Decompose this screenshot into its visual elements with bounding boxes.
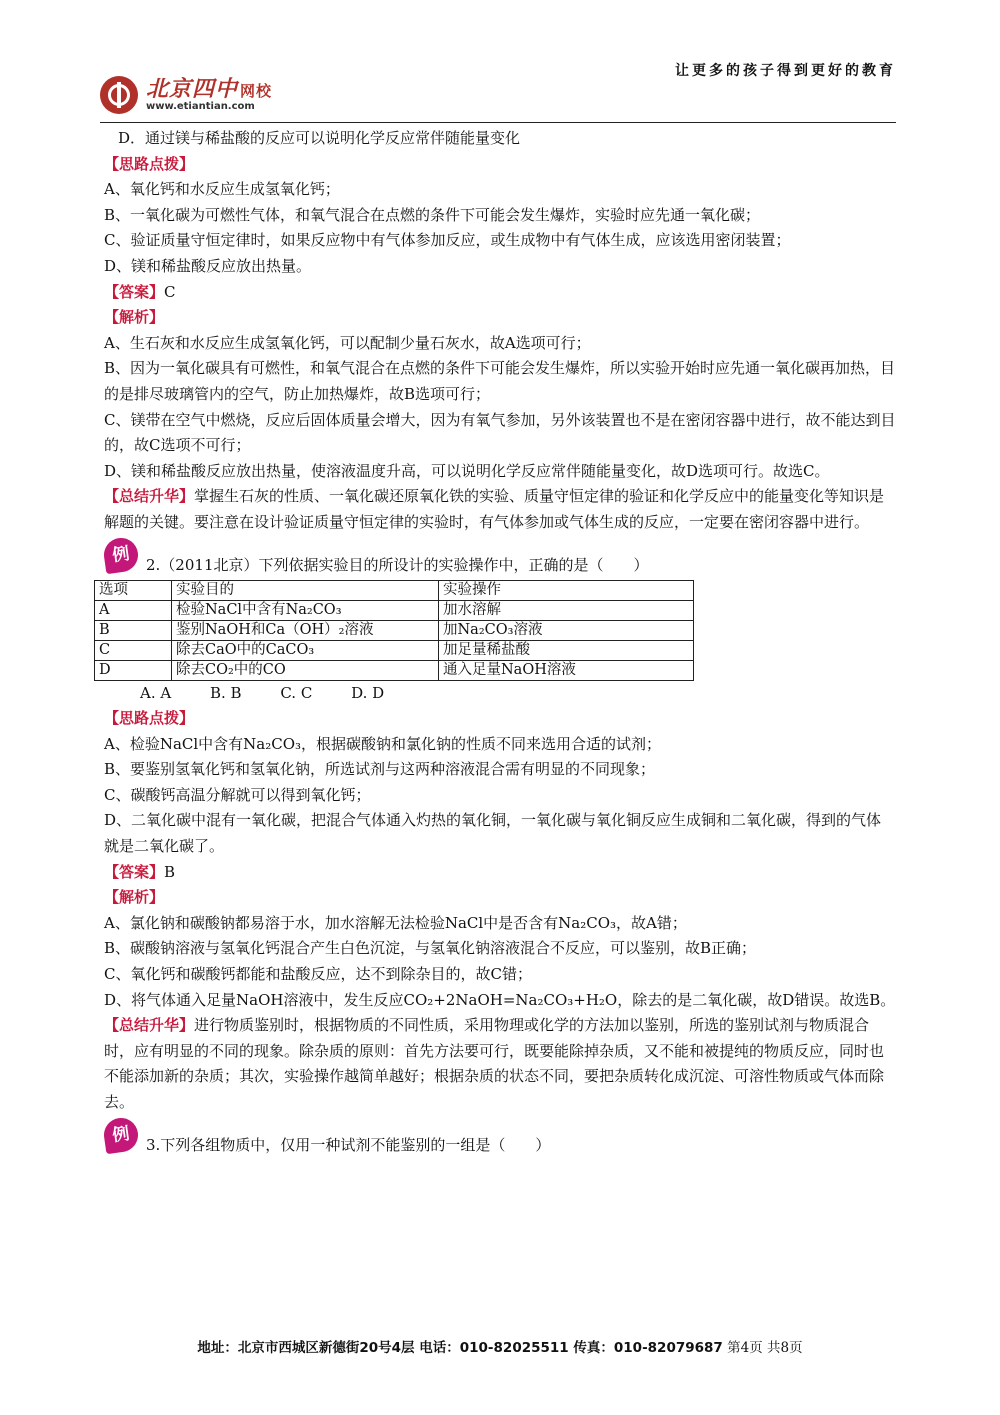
logo-url: www.etiantian.com xyxy=(146,101,255,112)
ex1-analysis-c: C、镁带在空气中燃烧，反应后固体质量会增大，因为有氧气参加，另外该装置也不是在密闭容器中进行，故不能达到目的，故C选项不可行； xyxy=(104,410,896,455)
table-cell: 检验NaCl中含有Na₂CO₃ xyxy=(172,600,439,620)
ex1-hint-tag: 【思路点拨】 xyxy=(104,154,195,173)
ex2-hint-c: C、碳酸钙高温分解就可以得到氧化钙； xyxy=(104,785,371,804)
ex1-option-d: D．通过镁与稀盐酸的反应可以说明化学反应常伴随能量变化 xyxy=(118,129,521,147)
ex1-summary xyxy=(104,484,896,535)
header-divider xyxy=(100,122,896,123)
ex2-hint-d: D、二氧化碳中混有一氧化碳，把混合气体通入灼热的氧化铜，一氧化碳与氧化铜反应生成铜和二氧化碳，得到的气体就是二氧化碳了。 xyxy=(104,811,882,856)
table-row xyxy=(95,640,694,660)
ex2-summary-text: 进行物质鉴别时，根据物质的不同性质，采用物理或化学的方法加以鉴别，所选的鉴别试剂与物质混合时，应有明显的不同的现象。除杂质的原则：首先方法要可行，既要能除掉杂质，又不能和被提纯的物质反应，同时也不能添加新的杂质；其次，实验操作越简单越好；根据杂质的状态不同，要把杂质转化成沉淀、可溶性物质或气体而除去。 xyxy=(104,1016,885,1111)
ex3-question-line xyxy=(104,1116,896,1160)
ex1-analysis-b: B、因为一氧化碳具有可燃性，和氧气混合在点燃的条件下可能会发生爆炸，所以实验开始时应先通一氧化碳再加热，目的是排尽玻璃管内的空气，防止加热爆炸，故B选项可行； xyxy=(104,359,896,403)
table-row xyxy=(95,600,694,620)
option-a: A. A xyxy=(140,683,172,702)
table-cell: C xyxy=(95,640,172,660)
table-cell: D xyxy=(95,660,172,680)
ex2-question-line xyxy=(104,536,896,580)
ex2-answer: B xyxy=(164,862,176,881)
school-logo xyxy=(100,76,272,114)
ex2-summary-tag: 【总结升华】 xyxy=(104,1016,195,1035)
table-header-cell: 选项 xyxy=(95,580,172,600)
option-d: D. D xyxy=(351,683,385,702)
table-header-cell: 实验操作 xyxy=(439,580,694,600)
ex1-answer: C xyxy=(164,282,176,301)
ex3-question: 3.下列各组物质中，仅用一种试剂不能鉴别的一组是（ ） xyxy=(146,1135,551,1154)
ex1-hint-d: D、镁和稀盐酸反应放出热量。 xyxy=(104,256,312,275)
page-content xyxy=(99,126,896,1160)
experiment-table xyxy=(94,580,694,681)
ex2-answer-line xyxy=(104,860,896,886)
ex1-analysis-tag: 【解析】 xyxy=(104,308,165,327)
header-slogan: 让更多的孩子得到更好的教育 xyxy=(675,63,896,79)
ex1-answer-line xyxy=(104,280,896,306)
table-cell: B xyxy=(95,620,172,640)
ex2-options xyxy=(104,681,896,707)
ex2-question: 2.（2011北京）下列依据实验目的所设计的实验操作中，正确的是（ ） xyxy=(146,555,649,574)
ex2-analysis-tag: 【解析】 xyxy=(104,888,165,907)
table-row xyxy=(95,620,694,640)
ex1-hint-c: C、验证质量守恒定律时，如果反应物中有气体参加反应，或生成物中有气体生成，应该选用密闭装置； xyxy=(104,231,791,250)
table-cell: 除去CO₂中的CO xyxy=(172,660,439,680)
ex1-summary-text: 掌握生石灰的性质、一氧化碳还原氧化铁的实验、质量守恒定律的验证和化学反应中的能量变化等知识是解题的关键。要注意在设计验证质量守恒定律的实验时，有气体参加或气体生成的反应，一定要在密闭容器中进行。 xyxy=(104,487,885,531)
logo-name: 北京四中 xyxy=(146,76,239,102)
option-c: C. C xyxy=(280,683,313,702)
ex1-analysis-a: A、生石灰和水反应生成氢氧化钙，可以配制少量石灰水，故A选项可行； xyxy=(104,333,591,352)
ex2-answer-tag: 【答案】 xyxy=(104,862,165,881)
page-footer xyxy=(0,1336,1000,1356)
ex1-hint-b: B、一氧化碳为可燃性气体，和氧气混合在点燃的条件下可能会发生爆炸，实验时应先通一氧化碳； xyxy=(104,205,761,224)
table-cell: 鉴别NaOH和Ca（OH）₂溶液 xyxy=(172,620,439,640)
ex2-analysis-b: B、碳酸钠溶液与氢氧化钙混合产生白色沉淀，与氢氧化钠溶液混合不反应，可以鉴别，故B正确； xyxy=(104,939,757,958)
option-b: B. B xyxy=(209,683,242,702)
ex2-hint-a: A、检验NaCl中含有Na₂CO₃，根据碳酸钠和氯化钠的性质不同来选用合适的试剂； xyxy=(104,734,662,753)
ex1-summary-tag: 【总结升华】 xyxy=(104,487,195,506)
ex1-hint-a: A、氧化钙和水反应生成氢氧化钙； xyxy=(104,180,340,199)
ex2-analysis-c: C、氧化钙和碳酸钙都能和盐酸反应，达不到除杂目的，故C错； xyxy=(104,965,532,984)
logo-school: 网校 xyxy=(240,82,273,100)
ex1-analysis-d: D、镁和稀盐酸反应放出热量，使溶液温度升高，可以说明化学反应常伴随能量变化，故D选项可行。故选C。 xyxy=(104,461,830,480)
ex2-analysis-d: D、将气体通入足量NaOH溶液中，发生反应CO₂+2NaOH=Na₂CO₃+H₂O，除去的是二氧化碳，故D错误。故选B。 xyxy=(104,990,896,1009)
ex1-answer-tag: 【答案】 xyxy=(104,282,165,301)
table-cell: 加水溶解 xyxy=(439,600,694,620)
logo-emblem-icon xyxy=(100,76,138,114)
ex2-summary xyxy=(104,1013,896,1115)
table-cell: 通入足量NaOH溶液 xyxy=(439,660,694,680)
example-badge-icon: 例 xyxy=(102,535,140,573)
table-row xyxy=(95,660,694,680)
footer-page: 第4页 共8页 xyxy=(727,1340,803,1356)
table-cell: 加足量稀盐酸 xyxy=(439,640,694,660)
footer-address: 地址：北京市西城区新德街20号4层 电话：010-82025511 传真：010-82079687 xyxy=(197,1340,723,1356)
example-badge-icon: 例 xyxy=(102,1115,140,1153)
table-cell: 加Na₂CO₃溶液 xyxy=(439,620,694,640)
table-cell: A xyxy=(95,600,172,620)
ex2-hint-b: B、要鉴别氢氧化钙和氢氧化钠，所选试剂与这两种溶液混合需有明显的不同现象； xyxy=(104,760,656,779)
table-cell: 除去CaO中的CaCO₃ xyxy=(172,640,439,660)
table-header-cell: 实验目的 xyxy=(172,580,439,600)
ex2-analysis-a: A、氯化钠和碳酸钠都易溶于水，加水溶解无法检验NaCl中是否含有Na₂CO₃，故A错； xyxy=(104,913,687,932)
ex2-hint-tag: 【思路点拨】 xyxy=(104,709,195,728)
table-header-row xyxy=(95,580,694,600)
